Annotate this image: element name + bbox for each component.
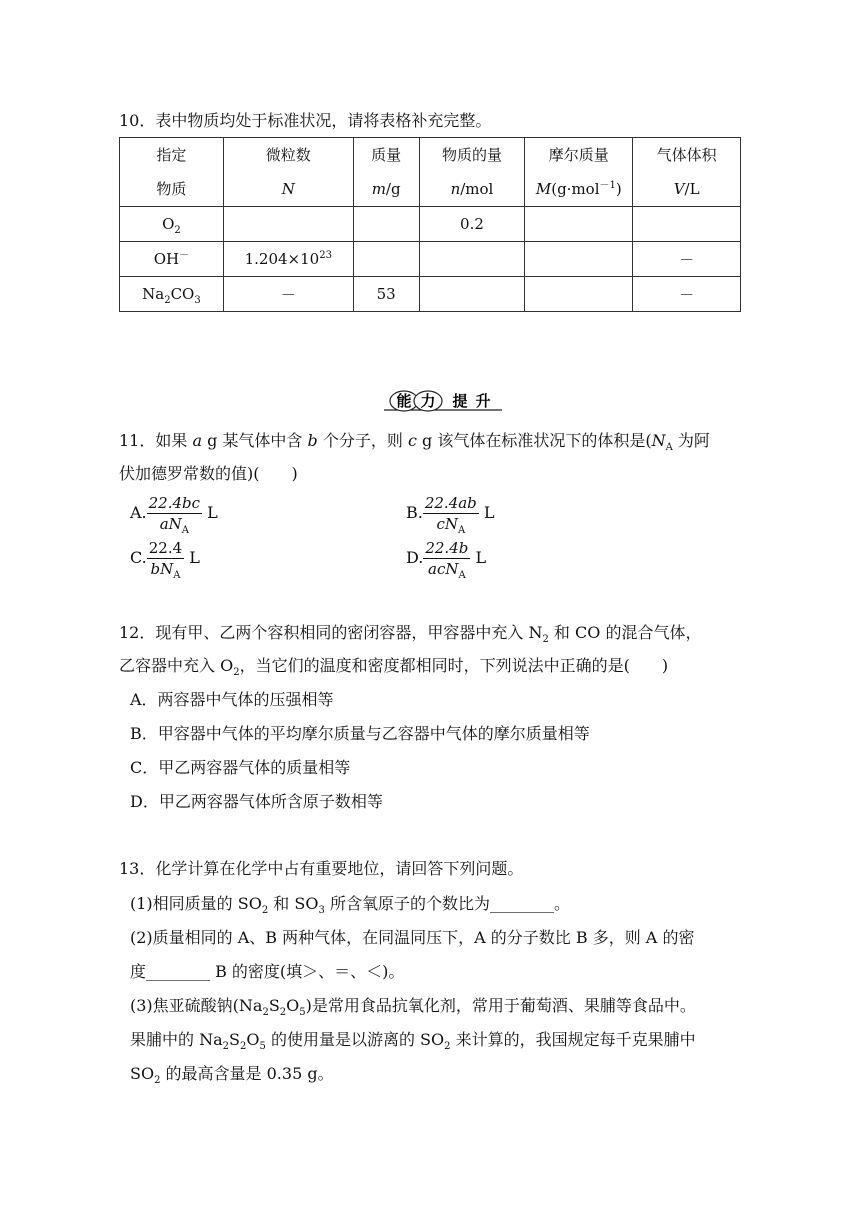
header-substance: 指定 物质 bbox=[120, 138, 224, 207]
header-gas-volume: 气体体积 V/L bbox=[633, 138, 741, 207]
q12-stem-line2: 乙容器中充入 $O_2$，当它们的温度和密度都相同时，下列说法中正确的是( ) bbox=[119, 656, 669, 679]
q13-part2-line2: 度________ B 的密度(填＞、＝、＜)。 bbox=[130, 962, 405, 981]
cell-mass: 53 bbox=[353, 277, 419, 312]
table-row bbox=[120, 242, 741, 277]
header-particle-count: 微粒数 N bbox=[223, 138, 353, 207]
q10-table bbox=[119, 137, 741, 312]
badge-char-4: 升 bbox=[475, 392, 491, 410]
q13-part3-line2: 果脯中的 $Na_2S_2O_5$ 的使用量是以游离的 $SO_2$ 来计算的，我国规定每千克果脯中 bbox=[130, 1030, 696, 1053]
cell-amount: 0.2 bbox=[419, 207, 525, 242]
header-amount: 物质的量 n/mol bbox=[419, 138, 525, 207]
q12-option-a[interactable]: A．两容器中气体的压强相等 bbox=[130, 690, 334, 709]
section-badge-graphic bbox=[384, 389, 502, 413]
cell-gas-volume: － bbox=[633, 242, 741, 277]
q11-option-d[interactable]: D. $\frac{22.4b}{acN_A}$ L bbox=[406, 539, 487, 581]
table-header-row bbox=[120, 138, 741, 207]
q13-part2-line1: (2)质量相同的 A、B 两种气体，在同温同压下，A 的分子数比 B 多，则 A 的密 bbox=[130, 928, 695, 947]
q13-stem: 13．化学计算在化学中占有重要地位，请回答下列问题。 bbox=[119, 859, 524, 878]
q10-stem: 10．表中物质均处于标准状况，请将表格补充完整。 bbox=[119, 111, 492, 130]
table-row bbox=[120, 207, 741, 242]
q11-stem-line1: 11．如果 a g 某气体中含 b 个分子，则 c g 该气体在标准状况下的体积是($N_A$ 为阿 bbox=[119, 431, 710, 454]
cell-mass bbox=[353, 207, 419, 242]
cell-particle-count: $1.204\times 10^{23}$ bbox=[223, 242, 353, 277]
cell-molar-mass bbox=[525, 242, 633, 277]
cell-substance: OH－ bbox=[120, 242, 224, 277]
q11-option-c[interactable]: C. $\frac{22.4}{bN_A}$ L bbox=[130, 539, 200, 581]
cell-amount bbox=[419, 277, 525, 312]
cell-mass bbox=[353, 242, 419, 277]
q12-option-c[interactable]: C．甲乙两容器气体的质量相等 bbox=[130, 758, 351, 777]
q13-part1: (1)相同质量的 $SO_2$ 和 $SO_3$ 所含氧原子的个数比为________。 bbox=[130, 894, 570, 917]
cell-gas-volume bbox=[633, 207, 741, 242]
q11-option-b[interactable]: B. $\frac{22.4ab}{cN_A}$ L bbox=[406, 494, 495, 536]
cell-molar-mass bbox=[525, 277, 633, 312]
badge-char-3: 提 bbox=[452, 392, 468, 410]
q13-part3-line3: $SO_2$ 的最高含量是 0.35 g。 bbox=[130, 1064, 334, 1087]
q12-stem-line1: 12．现有甲、乙两个容积相同的密闭容器，甲容器中充入 $N_2$ 和 CO 的混合气体， bbox=[119, 623, 702, 646]
cell-substance: $O_2$ bbox=[120, 207, 224, 242]
table-row bbox=[120, 277, 741, 312]
cell-gas-volume: － bbox=[633, 277, 741, 312]
q11-stem-line2: 伏加德罗常数的值)( ) bbox=[119, 464, 298, 483]
q11-option-a[interactable]: A. $\frac{22.4bc}{aN_A}$ L bbox=[130, 494, 218, 536]
q12-option-b[interactable]: B．甲容器中气体的平均摩尔质量与乙容器中气体的摩尔质量相等 bbox=[130, 724, 590, 743]
header-molar-mass: 摩尔质量 M(g·mol$^{-1}$) bbox=[525, 138, 633, 207]
q13-part3-line1: (3)焦亚硫酸钠$(Na_2S_2O_5)$是常用食品抗氧化剂，常用于葡萄酒、果脯等食品中。 bbox=[130, 996, 696, 1019]
badge-char-2: 力 bbox=[420, 392, 436, 410]
badge-char-1: 能 bbox=[396, 392, 412, 410]
header-mass: 质量 m/g bbox=[353, 138, 419, 207]
cell-particle-count bbox=[223, 207, 353, 242]
cell-particle-count: － bbox=[223, 277, 353, 312]
cell-amount bbox=[419, 242, 525, 277]
section-badge bbox=[384, 389, 502, 413]
cell-substance: $Na_2CO_3$ bbox=[120, 277, 224, 312]
q12-option-d[interactable]: D．甲乙两容器气体所含原子数相等 bbox=[130, 792, 383, 811]
cell-molar-mass bbox=[525, 207, 633, 242]
